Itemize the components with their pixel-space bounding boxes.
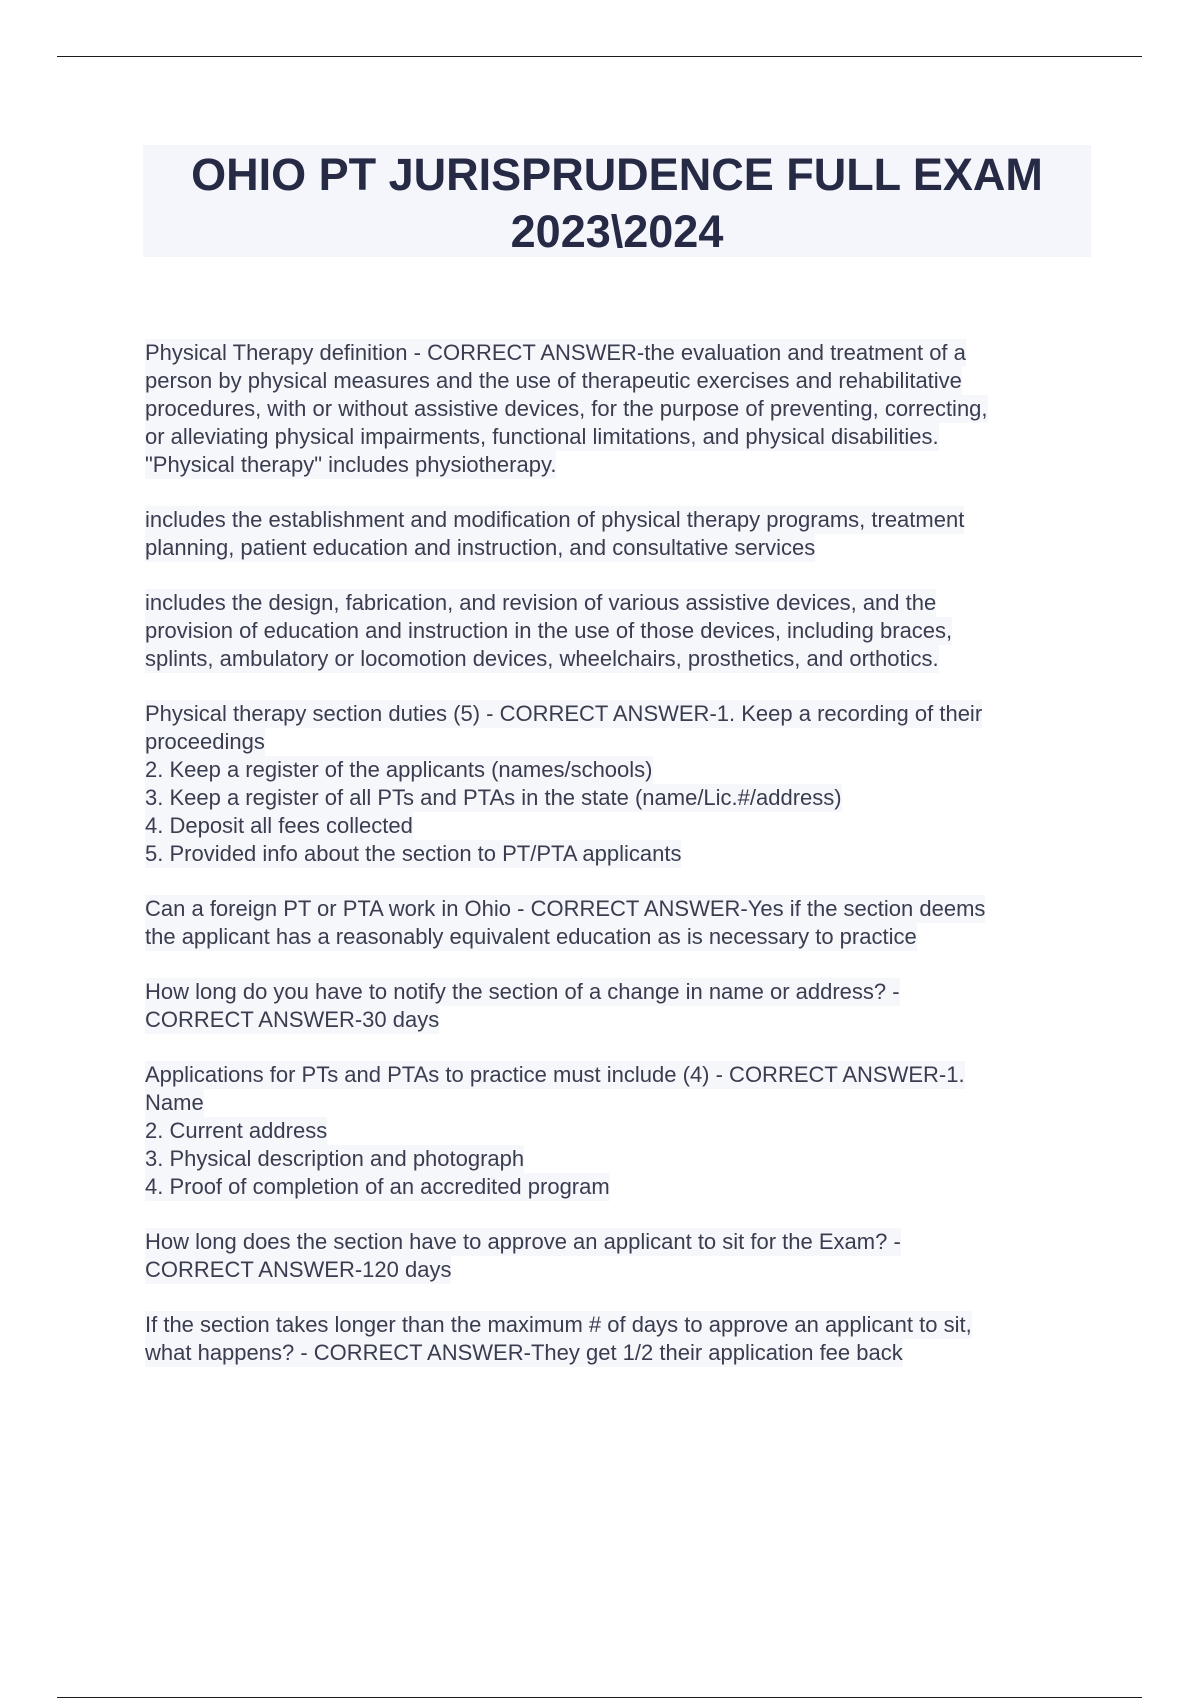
qa-paragraph-late-approval xyxy=(145,1311,1090,1367)
text-line: Applications for PTs and PTAs to practice must include (4) - CORRECT ANSWER-1. xyxy=(145,1062,965,1087)
text-line: How long does the section have to approve an applicant to sit for the Exam? - xyxy=(145,1229,901,1254)
qa-paragraph-physical-therapy-definition xyxy=(145,339,1090,479)
document-title xyxy=(143,146,1091,260)
page-top-rule xyxy=(57,56,1142,57)
text-line: splints, ambulatory or locomotion devices, wheelchairs, prosthetics, and orthotics. xyxy=(145,646,939,671)
text-line: planning, patient education and instruction, and consultative services xyxy=(145,535,816,560)
list-item: 5. Provided info about the section to PT/PTA applicants xyxy=(145,841,682,866)
qa-paragraph-name-address-change xyxy=(145,978,1090,1034)
text-line: the applicant has a reasonably equivalent education as is necessary to practice xyxy=(145,924,917,949)
list-item: 2. Current address xyxy=(145,1118,328,1143)
page-bottom-rule xyxy=(57,1697,1142,1698)
list-item: 4. Proof of completion of an accredited program xyxy=(145,1174,610,1199)
paragraph-assistive-devices xyxy=(145,589,1090,673)
list-item: 3. Physical description and photograph xyxy=(145,1146,525,1171)
text-line: If the section takes longer than the maximum # of days to approve an applicant to sit, xyxy=(145,1312,972,1337)
text-line: Name xyxy=(145,1090,204,1115)
text-line: includes the establishment and modification of physical therapy programs, treatment xyxy=(145,507,965,532)
title-line: OHIO PT JURISPRUDENCE FULL EXAM xyxy=(191,149,1043,200)
text-line: "Physical therapy" includes physiotherapy. xyxy=(145,452,557,477)
text-line: or alleviating physical impairments, functional limitations, and physical disabilities. xyxy=(145,424,939,449)
text-line: proceedings xyxy=(145,729,265,754)
document-body xyxy=(145,339,1090,1394)
text-line: provision of education and instruction in the use of those devices, including braces, xyxy=(145,618,953,643)
list-item: 4. Deposit all fees collected xyxy=(145,813,413,838)
text-line: CORRECT ANSWER-30 days xyxy=(145,1007,440,1032)
paragraph-establishment xyxy=(145,506,1090,562)
text-line: Physical Therapy definition - CORRECT ANSWER-the evaluation and treatment of a xyxy=(145,340,966,365)
text-line: Physical therapy section duties (5) - CORRECT ANSWER-1. Keep a recording of their xyxy=(145,701,983,726)
text-line: person by physical measures and the use of therapeutic exercises and rehabilitative xyxy=(145,368,962,393)
list-item: 2. Keep a register of the applicants (names/schools) xyxy=(145,757,653,782)
text-line: includes the design, fabrication, and revision of various assistive devices, and the xyxy=(145,590,937,615)
qa-paragraph-section-duties xyxy=(145,700,1090,868)
qa-paragraph-approval-time xyxy=(145,1228,1090,1284)
list-item: 3. Keep a register of all PTs and PTAs in the state (name/Lic.#/address) xyxy=(145,785,842,810)
qa-paragraph-foreign-pt xyxy=(145,895,1090,951)
text-line: procedures, with or without assistive devices, for the purpose of preventing, correcting, xyxy=(145,396,988,421)
text-line: what happens? - CORRECT ANSWER-They get 1/2 their application fee back xyxy=(145,1340,903,1365)
text-line: CORRECT ANSWER-120 days xyxy=(145,1257,452,1282)
title-line: 2023\2024 xyxy=(510,206,724,257)
text-line: Can a foreign PT or PTA work in Ohio - CORRECT ANSWER-Yes if the section deems xyxy=(145,896,986,921)
qa-paragraph-application-requirements xyxy=(145,1061,1090,1201)
text-line: How long do you have to notify the section of a change in name or address? - xyxy=(145,979,900,1004)
